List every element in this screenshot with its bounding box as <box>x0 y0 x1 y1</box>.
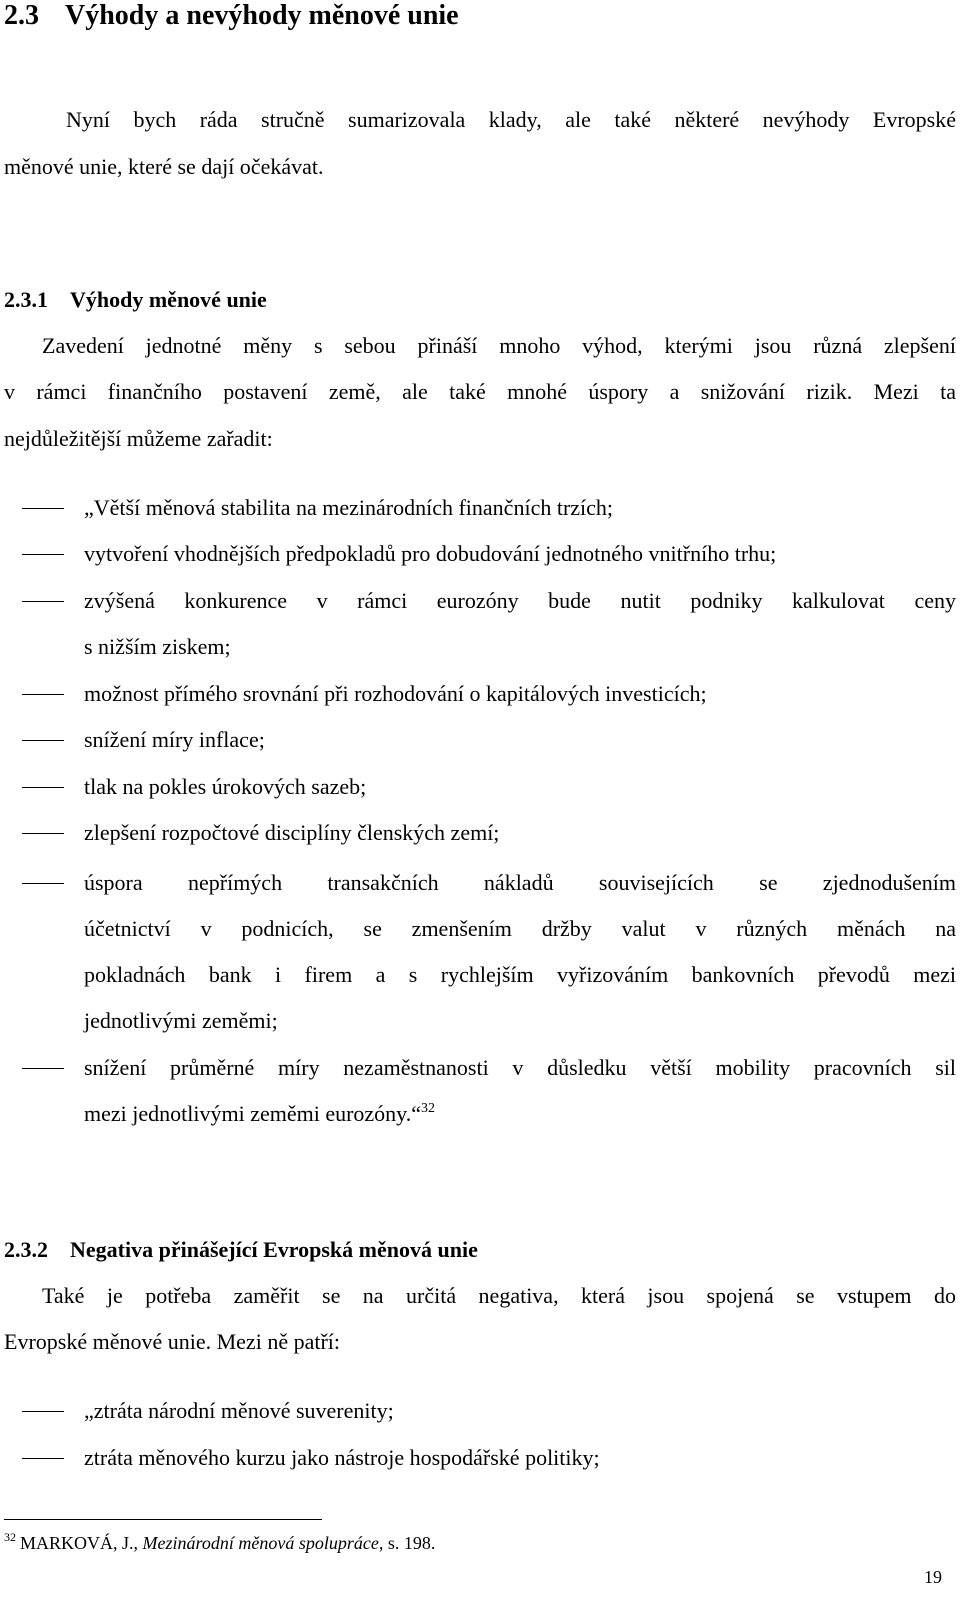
negatives-para-line-1: Také je potřeba zaměřit se na určitá negativa, která jsou spojená se vstupem do <box>42 1283 956 1308</box>
dash-bullet <box>22 694 64 695</box>
footnote <box>4 1530 436 1554</box>
dash-bullet <box>22 601 64 602</box>
advantages-para-line-1: Zavedení jednotné měny s sebou přináší mnoho výhod, kterými jsou různá zlepšení <box>42 333 956 358</box>
subsection-number: 2.3.2 <box>4 1237 48 1262</box>
section-heading <box>4 0 459 32</box>
list-item-text: pokladnách bank i firem a s rychlejším vyřizováním bankovních převodů mezi <box>84 962 956 987</box>
footnote-author: MARKOVÁ, J., <box>20 1533 143 1553</box>
subsection-title: Negativa přinášející Evropská měnová unie <box>70 1237 478 1262</box>
list-item-text: ztráta měnového kurzu jako nástroje hospodářské politiky; <box>84 1445 600 1470</box>
list-item-text: možnost přímého srovnání při rozhodování o kapitálových investicích; <box>84 681 707 706</box>
advantages-para-line-2: v rámci finančního postavení země, ale také mnohé úspory a snižování rizik. Mezi ta <box>4 379 956 404</box>
list-item-text-end: mezi jednotlivými zeměmi eurozóny.“ <box>84 1101 422 1126</box>
dash-bullet <box>22 1458 64 1459</box>
negatives-para-line-2: Evropské měnové unie. Mezi ně patří: <box>4 1329 341 1354</box>
list-item-text: „ztráta národní měnové suverenity; <box>84 1398 394 1423</box>
list-item-text: snížení míry inflace; <box>84 727 265 752</box>
footnote-rule <box>4 1519 322 1520</box>
advantages-para-line-3: nejdůležitější můžeme zařadit: <box>4 426 273 451</box>
footnote-pages: , s. 198. <box>378 1533 436 1553</box>
list-item-text: „Větší měnová stabilita na mezinárodních finančních trzích; <box>84 495 614 520</box>
list-item-text: účetnictví v podnicích, se zmenšením držby valut v různých měnách na <box>84 916 956 941</box>
list-item-text: zlepšení rozpočtové disciplíny členských zemí; <box>84 820 500 845</box>
dash-bullet <box>22 508 64 509</box>
intro-line-2: měnové unie, které se dají očekávat. <box>4 154 324 179</box>
list-item-text: s nižším ziskem; <box>84 634 231 659</box>
subsection-number: 2.3.1 <box>4 287 48 312</box>
subsection-title: Výhody měnové unie <box>70 287 267 312</box>
list-item-text: vytvoření vhodnějších předpokladů pro dobudování jednotného vnitřního trhu; <box>84 541 777 566</box>
footnote-title: Mezinárodní měnová spolupráce <box>142 1533 379 1553</box>
footnote-reference: 32 <box>421 1101 436 1116</box>
section-number: 2.3 <box>4 0 39 31</box>
subsection-heading-advantages <box>4 287 267 313</box>
dash-bullet <box>22 1068 64 1069</box>
dash-bullet <box>22 740 64 741</box>
dash-bullet <box>22 1411 64 1412</box>
list-item-text: snížení průměrné míry nezaměstnanosti v důsledku větší mobility pracovních sil <box>84 1055 956 1080</box>
dash-bullet <box>22 554 64 555</box>
list-item-text: úspora nepřímých transakčních nákladů souvisejících se zjednodušením <box>84 870 956 895</box>
section-title: Výhody a nevýhody měnové unie <box>65 0 459 31</box>
page-number: 19 <box>924 1567 942 1587</box>
dash-bullet <box>22 833 64 834</box>
footnote-number: 32 <box>4 1530 16 1544</box>
list-item-text: tlak na pokles úrokových sazeb; <box>84 774 367 799</box>
dash-bullet <box>22 787 64 788</box>
dash-bullet <box>22 883 64 884</box>
subsection-heading-negatives <box>4 1237 478 1263</box>
list-item-text: zvýšená konkurence v rámci eurozóny bude nutit podniky kalkulovat ceny <box>84 588 956 613</box>
list-item-text: jednotlivými zeměmi; <box>84 1008 278 1033</box>
intro-line-1: Nyní bych ráda stručně sumarizovala klady, ale také některé nevýhody Evropské <box>66 107 956 132</box>
list-item-text <box>84 1101 956 1127</box>
